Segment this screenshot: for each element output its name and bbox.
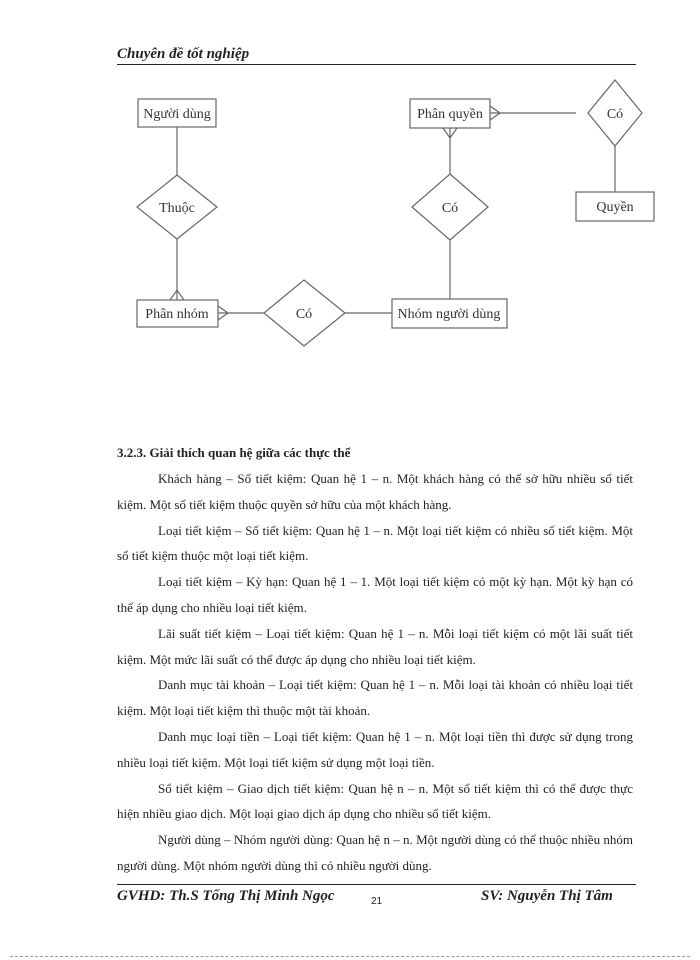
entity-nguoi-dung-label: Người dùng — [143, 107, 211, 122]
paragraph: Danh mục loại tiền – Loại tiết kiệm: Quan hệ 1 – n. Một loại tiền thì được sử dụng trong nhiều loại tiết kiệm. Một loại tiết kiệm sử dụng một loại tiền. — [117, 728, 633, 770]
relationship-thuoc-label: Thuộc — [159, 201, 195, 216]
relationship-co-middle-label: Có — [441, 201, 459, 216]
entity-nhom-nguoi-dung-label: Nhóm người dùng — [397, 307, 501, 322]
paragraph: Loại tiết kiệm – Kỳ hạn: Quan hệ 1 – 1. Một loại tiết kiệm có một kỳ hạn. Một kỳ hạn có thể áp dụng cho nhiều loại tiết kiệm. — [117, 574, 633, 615]
entity-quyen-label: Quyền — [596, 200, 634, 215]
entity-phan-nhom-label: Phân nhóm — [145, 307, 209, 322]
footer-advisor: GVHD: Th.S Tống Thị Minh Ngọc — [117, 888, 335, 904]
relationship-co-bottom-label: Có — [295, 307, 313, 322]
relationship-co-top-label: Có — [606, 107, 624, 122]
section-body — [117, 466, 633, 879]
footer-student: SV: Nguyễn Thị Tâm — [481, 888, 613, 904]
page-number: 21 — [371, 896, 383, 907]
paragraph: Lãi suất tiết kiệm – Loại tiết kiệm: Quan hệ 1 – n. Mỗi loại tiết kiệm có một lãi suất tiết kiệm. Một mức lãi suất có thể được áp dụng cho nhiều loại tiết kiệm. — [117, 625, 633, 667]
footer-divider — [117, 884, 636, 885]
entity-phan-quyen-label: Phân quyền — [417, 107, 483, 122]
er-diagram — [0, 0, 700, 440]
paragraph: Khách hàng – Sổ tiết kiệm: Quan hệ 1 – n. Một khách hàng có thể sở hữu nhiều sổ tiết kiệm. Một sổ tiết kiệm thuộc quyền sở hữu của một khách hàng. — [117, 471, 633, 512]
paragraph: Sổ tiết kiệm – Giao dịch tiết kiệm: Quan hệ n – n. Một sổ tiết kiệm thì có thể được thực hiện nhiều giao dịch. Một loại giao dịch áp dụng cho nhiều sổ tiết kiệm. — [117, 780, 633, 822]
paragraph: Loại tiết kiệm – Sổ tiết kiệm: Quan hệ 1 – n. Một loại tiết kiệm có nhiều sổ tiết kiệm. Một sổ tiết kiệm thuộc một loại tiết kiệm. — [117, 522, 633, 564]
paragraph: Người dùng – Nhóm người dùng: Quan hệ n – n. Một người dùng có thể thuộc nhiều nhóm người dùng. Một nhóm người dùng thì có nhiều người dùng. — [117, 832, 633, 873]
section-heading: 3.2.3. Giải thích quan hệ giữa các thực thể — [117, 445, 351, 460]
page-boundary — [10, 956, 690, 957]
document-header-title: Chuyên đề tốt nghiệp — [117, 46, 250, 62]
paragraph: Danh mục tài khoản – Loại tiết kiệm: Quan hệ 1 – n. Mỗi loại tài khoản có nhiều loại tiết kiệm. Một loại tiết kiệm thì thuộc một tài khoản. — [117, 677, 633, 719]
